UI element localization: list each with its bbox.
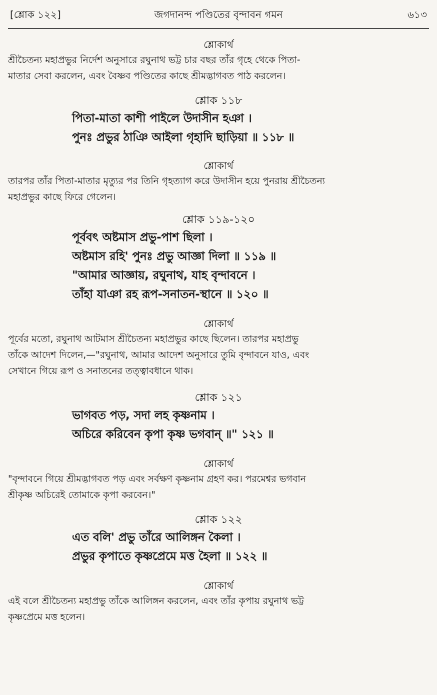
verse-line: তাঁহা যাঞা রহ রূপ-সনাতন-স্থানে ॥ ১২০ ॥ <box>72 288 269 301</box>
translation-line: শ্রীকৃষ্ণ অচিরেই তোমাকে কৃপা করবেন।" <box>8 490 156 501</box>
translation-block <box>0 458 437 504</box>
verse-block <box>0 212 437 304</box>
verse-line: এত বলি' প্রভু তাঁরে আলিঙ্গন কৈলা । <box>72 531 241 544</box>
translation-line: শ্রীচৈতন্য মহাপ্রভুর নির্দেশ অনুসারে রঘুনাথ ভট্ট চার বছর তাঁর গৃহে থেকে পিতা- <box>8 55 301 66</box>
verse-line: "আমার আজ্ঞায়, রঘুনাথ, যাহ বৃন্দাবনে । <box>72 269 256 282</box>
verse-line: পিতা-মাতা কাশী পাইলে উদাসীন হঞা । <box>72 112 252 125</box>
verse-line: ভাগবত পড়, সদা লহ কৃষ্ণনাম । <box>72 409 215 422</box>
translation-block <box>0 39 437 85</box>
translation-heading: শ্লোকার্থ <box>203 581 234 592</box>
translation-heading: শ্লোকার্থ <box>203 459 234 470</box>
translation-line: পূর্বের মতো, রঘুনাথ আটমাস শ্রীচৈতন্য মহাপ্রভুর কাছে ছিলেন। তারপর মহাপ্রভু <box>8 334 299 345</box>
verse-line: অষ্টমাস রহি' পুনঃ প্রভু আজ্ঞা দিলা ॥ ১১৯ ॥ <box>72 250 277 263</box>
verse-line: প্রভুর কৃপাতে কৃষ্ণপ্রেমে মত্ত হৈলা ॥ ১২২ ॥ <box>72 550 268 563</box>
translation-line: সেখানে গিয়ে রূপ ও সনাতনের তত্ত্বাবধানে থাক। <box>8 366 194 377</box>
verse-line: পুনঃ প্রভুর ঠাঞি আইলা গৃহাদি ছাড়িয়া ॥ ১১৮ ॥ <box>72 131 295 144</box>
verse-block <box>0 390 437 444</box>
verse-heading: শ্লোক ১২১ <box>194 391 243 404</box>
verse-heading: শ্লোক ১১৯-১২০ <box>182 213 255 226</box>
translation-heading: শ্লোকার্থ <box>203 40 234 51</box>
translation-block <box>0 580 437 626</box>
translation-line: তাঁকে আদেশ দিলেন,—"রঘুনাথ, আমার আদেশ অনুসারে তুমি বৃন্দাবনে যাও, এবং <box>8 350 310 361</box>
verse-line: পূর্ববৎ অষ্টমাস প্রভু-পাশ ছিলা । <box>72 231 213 244</box>
header-rule <box>8 28 429 29</box>
translation-line: তারপর তাঁর পিতা-মাতার মৃত্যুর পর তিনি গৃহত্যাগ করে উদাসীন হয়ে পুনরায় শ্রীচৈতন্য <box>8 176 326 187</box>
header-page-number: ৬১৩ <box>407 10 427 21</box>
translation-block <box>0 318 437 380</box>
verse-line: অচিরে করিবেন কৃপা কৃষ্ণ ভগবান্ ॥" ১২১ ॥ <box>72 428 274 441</box>
verse-block <box>0 512 437 566</box>
verse-heading: শ্লোক ১১৮ <box>194 94 243 107</box>
header-verse-range: [শ্লোক ১২২] <box>10 10 61 21</box>
translation-heading: শ্লোকার্থ <box>203 319 234 330</box>
translation-line: এই বলে শ্রীচৈতন্য মহাপ্রভু তাঁকে আলিঙ্গন করলেন, এবং তাঁর কৃপায় রঘুনাথ ভট্ট <box>8 596 304 607</box>
translation-line: মহাপ্রভুর কাছে ফিরে গেলেন। <box>8 192 116 203</box>
translation-block <box>0 160 437 206</box>
translation-line: "বৃন্দাবনে গিয়ে শ্রীমদ্ভাগবত পড় এবং সর্বক্ষণ কৃষ্ণনাম গ্রহণ কর। পরমেশ্বর ভগবান <box>8 474 306 485</box>
verse-heading: শ্লোক ১২২ <box>194 513 243 526</box>
header-chapter-title: জগদানন্দ পণ্ডিতের বৃন্দাবন গমন <box>154 10 283 21</box>
verse-block <box>0 93 437 147</box>
translation-line: মাতার সেবা করলেন, এবং বৈষ্ণব পণ্ডিতের কাছে শ্রীমদ্ভাগবত পাঠ করলেন। <box>8 71 286 82</box>
translation-line: কৃষ্ণপ্রেমে মত্ত হলেন। <box>8 612 85 623</box>
translation-heading: শ্লোকার্থ <box>203 161 234 172</box>
running-header <box>0 0 437 26</box>
